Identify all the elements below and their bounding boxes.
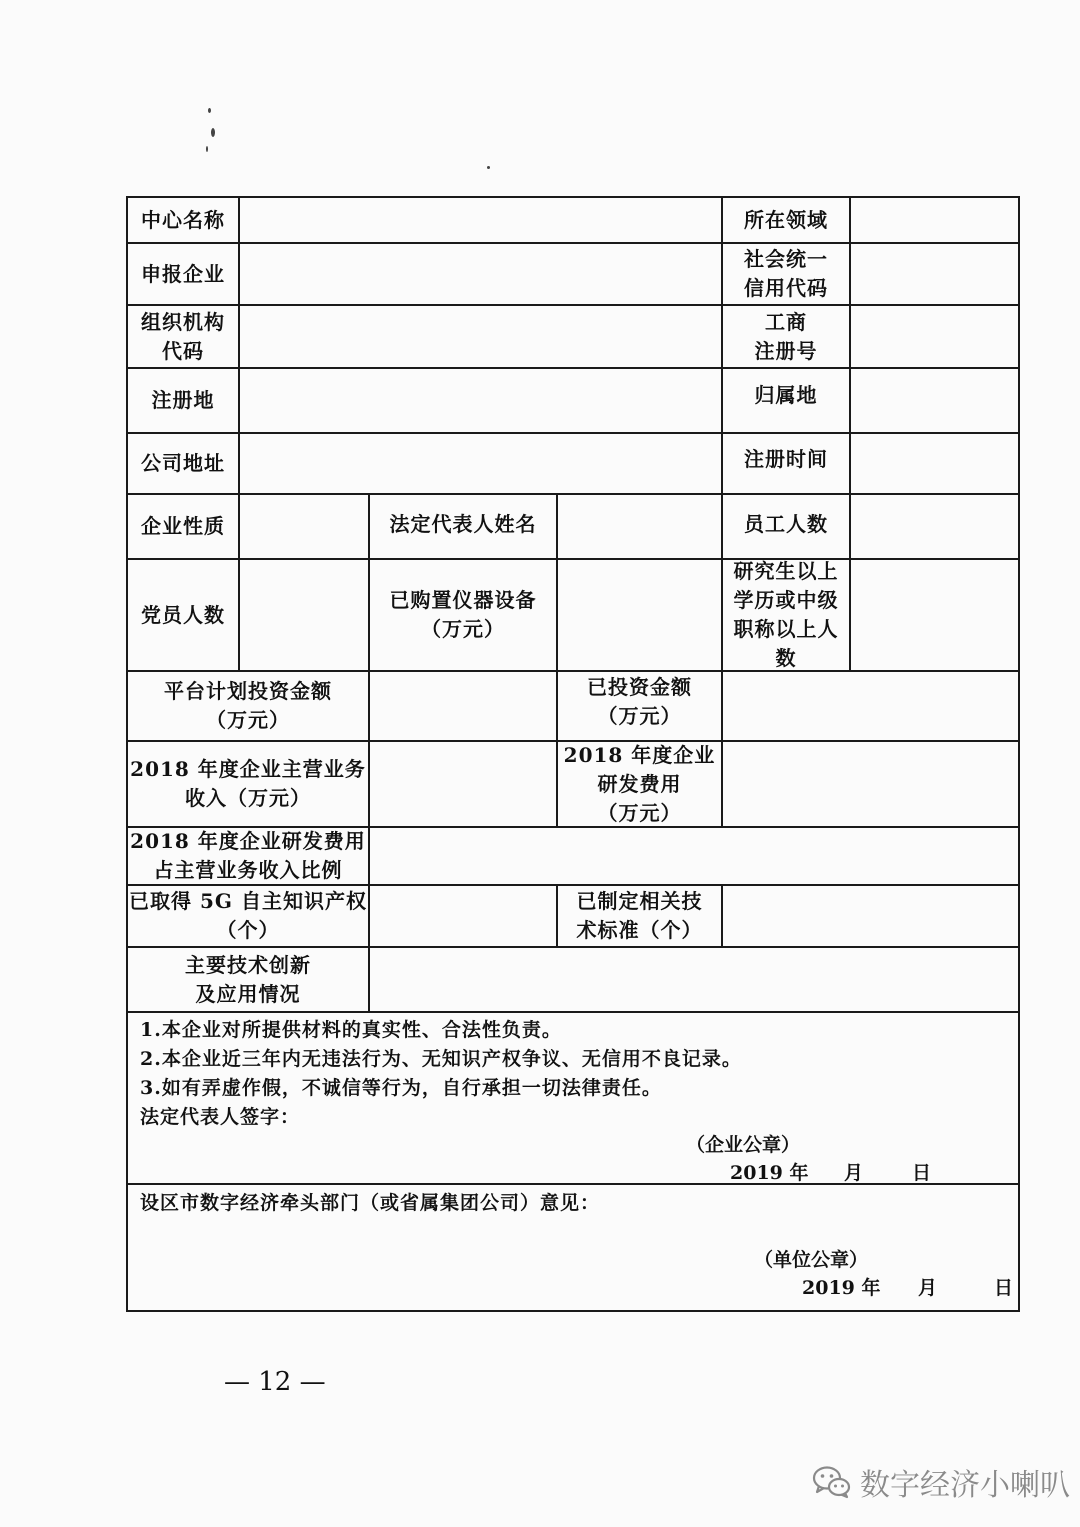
label-address: 公司地址 <box>141 451 225 475</box>
table-rule-horizontal <box>126 1310 1020 1312</box>
table-rule-vertical <box>368 670 370 1012</box>
label-graduate-staff: 研究生以上 学历或中级 职称以上人 数 <box>733 559 839 670</box>
declaration-day: 日 <box>912 1162 932 1184</box>
declaration-month: 月 <box>844 1162 864 1184</box>
application-form <box>126 196 1020 1312</box>
table-rule-horizontal <box>126 304 1020 306</box>
label-tech-standards: 已制定相关技 术标准（个） <box>576 889 703 942</box>
scan-speck <box>208 108 211 113</box>
table-rule-vertical <box>1018 196 1020 1312</box>
label-planned-investment: 平台计划投资金额 （万元） <box>164 679 332 732</box>
company-seal-label: （企业公章） <box>686 1134 801 1156</box>
label-org-code: 组织机构 代码 <box>141 309 225 363</box>
table-rule-vertical <box>721 884 723 948</box>
label-invested-amount: 已投资金额 （万元） <box>587 675 692 728</box>
declaration-item: 2.本企业近三年内无违法行为、无知识产权争议、无信用不良记录。 <box>140 1048 742 1070</box>
label-innovation: 主要技术创新 及应用情况 <box>185 952 311 1006</box>
label-5g-ip: 已取得 5G 自主知识产权 （个） <box>129 889 367 942</box>
label-credit-code: 社会统一 信用代码 <box>744 247 828 300</box>
page-number: — 12 — <box>224 1367 326 1397</box>
label-staff-count: 员工人数 <box>744 511 828 536</box>
label-business-reg-no: 工商 注册号 <box>754 309 818 363</box>
declaration-item: 1.本企业对所提供材料的真实性、合法性负责。 <box>140 1019 562 1041</box>
table-rule-vertical <box>721 670 723 828</box>
opinion-day: 日 <box>994 1277 1014 1299</box>
unit-seal-label: （单位公章） <box>754 1249 869 1271</box>
label-rd-ratio: 2018 年度企业研发费用 占主营业务收入比例 <box>130 829 366 882</box>
wechat-icon <box>812 1465 852 1499</box>
scan-speck <box>206 146 208 152</box>
label-center-name: 中心名称 <box>141 207 225 232</box>
opinion-year: 2019 年 <box>802 1277 881 1299</box>
table-rule-horizontal <box>126 367 1020 369</box>
table-rule-vertical <box>238 196 240 672</box>
scan-speck <box>211 128 215 137</box>
label-applicant: 申报企业 <box>141 261 225 286</box>
label-legal-rep-name: 法定代表人姓名 <box>389 511 537 536</box>
signature-label: 法定代表人签字： <box>140 1106 301 1128</box>
label-reg-place: 注册地 <box>151 388 215 412</box>
label-rd-expense: 2018 年度企业 研发费用 （万元） <box>563 742 716 825</box>
table-rule-vertical <box>556 493 558 672</box>
label-equipment: 已购置仪器设备 （万元） <box>389 588 537 641</box>
label-reg-time: 注册时间 <box>744 446 828 471</box>
table-rule-horizontal <box>126 242 1020 244</box>
table-rule-horizontal <box>126 558 1020 560</box>
table-rule-horizontal <box>126 493 1020 495</box>
declaration-year: 2019 年 <box>730 1162 809 1184</box>
table-rule-horizontal <box>126 1011 1020 1013</box>
label-main-revenue: 2018 年度企业主营业务 收入（万元） <box>130 757 366 810</box>
label-field: 所在领域 <box>744 207 828 232</box>
table-rule-horizontal <box>126 1183 1020 1185</box>
table-rule-horizontal <box>126 196 1020 198</box>
opinion-title: 设区市数字经济牵头部门（或省属集团公司）意见： <box>140 1192 601 1214</box>
table-rule-vertical <box>849 196 851 672</box>
declaration-list <box>140 1016 742 1132</box>
watermark <box>812 1460 1070 1504</box>
declaration-item: 3.如有弄虚作假，不诚信等行为，自行承担一切法律责任。 <box>140 1077 662 1099</box>
table-rule-horizontal <box>126 432 1020 434</box>
scan-speck <box>487 166 490 169</box>
opinion-month: 月 <box>918 1277 938 1299</box>
label-party-members: 党员人数 <box>141 602 225 627</box>
watermark-text: 数字经济小喇叭 <box>860 1468 1070 1503</box>
label-belonging: 归属地 <box>754 382 818 407</box>
label-nature: 企业性质 <box>141 514 225 538</box>
